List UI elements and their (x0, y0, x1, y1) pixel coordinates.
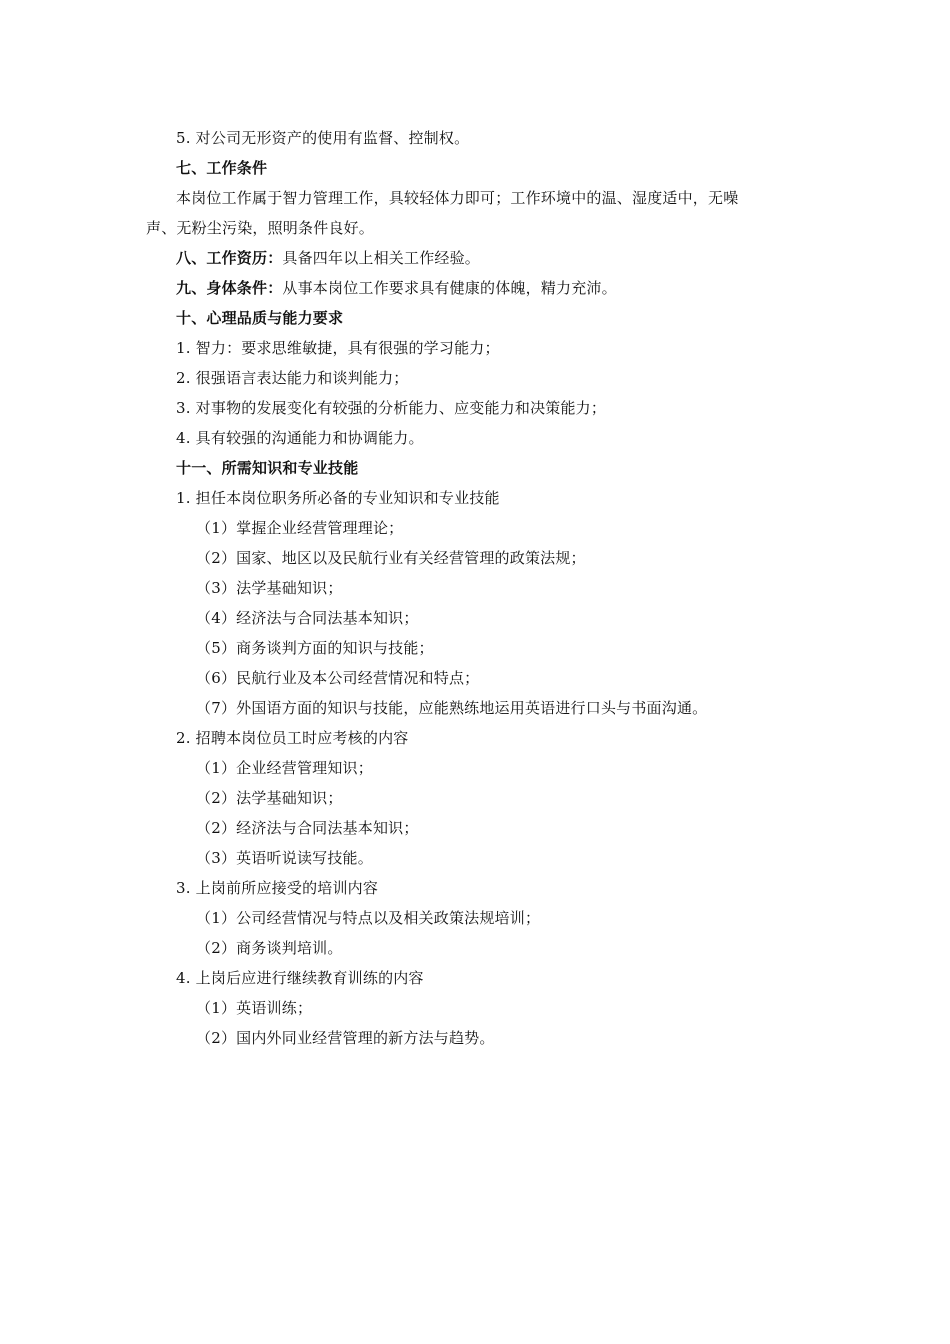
knowledge-group-2-heading: 2. 招聘本岗位员工时应考核的内容 (176, 729, 409, 747)
pre-job-training-item: （1）公司经营情况与特点以及相关政策法规培训； (196, 909, 541, 927)
continuing-education-item: （1）英语训练； (196, 999, 313, 1017)
ability-item-3: 3. 对事物的发展变化有较强的分析能力、应变能力和决策能力； (176, 399, 607, 417)
assessment-item: （3）英语听说读写技能。 (196, 849, 373, 867)
clause-5-intangible-assets: 5. 对公司无形资产的使用有监督、控制权。 (176, 129, 470, 147)
knowledge-item: （6）民航行业及本公司经营情况和特点； (196, 669, 480, 687)
assessment-item: （2）法学基础知识； (196, 789, 343, 807)
work-conditions-paragraph-line-2: 声、无粉尘污染，照明条件良好。 (146, 219, 375, 237)
assessment-item: （2）经济法与合同法基本知识； (196, 819, 419, 837)
knowledge-item: （1）掌握企业经营管理理论； (196, 519, 404, 537)
ability-item-4: 4. 具有较强的沟通能力和协调能力。 (176, 429, 424, 447)
section-heading-psychology-ability: 十、心理品质与能力要求 (176, 309, 344, 327)
work-experience-line (176, 248, 480, 268)
assessment-item: （1）企业经营管理知识； (196, 759, 373, 777)
continuing-education-item: （2）国内外同业经营管理的新方法与趋势。 (196, 1029, 495, 1047)
knowledge-item: （2）国家、地区以及民航行业有关经营管理的政策法规； (196, 549, 586, 567)
ability-item-2: 2. 很强语言表达能力和谈判能力； (176, 369, 409, 387)
knowledge-item: （7）外国语方面的知识与技能，应能熟练地运用英语进行口头与书面沟通。 (196, 699, 708, 717)
physical-conditions-text: 从事本岗位工作要求具有健康的体魄，精力充沛。 (282, 279, 617, 297)
ability-item-1: 1. 智力：要求思维敏捷，具有很强的学习能力； (176, 339, 500, 357)
knowledge-item: （3）法学基础知识； (196, 579, 343, 597)
knowledge-group-3-heading: 3. 上岗前所应接受的培训内容 (176, 879, 379, 897)
knowledge-item: （5）商务谈判方面的知识与技能； (196, 639, 434, 657)
physical-conditions-line (176, 278, 617, 298)
work-conditions-paragraph-line-1: 本岗位工作属于智力管理工作，具较轻体力即可；工作环境中的温、湿度适中，无噪 (176, 189, 739, 207)
knowledge-item: （4）经济法与合同法基本知识； (196, 609, 419, 627)
section-heading-work-conditions: 七、工作条件 (176, 159, 268, 177)
work-experience-label: 八、工作资历： (176, 249, 283, 267)
knowledge-group-1-heading: 1. 担任本岗位职务所必备的专业知识和专业技能 (176, 489, 500, 507)
pre-job-training-item: （2）商务谈判培训。 (196, 939, 343, 957)
work-experience-text: 具备四年以上相关工作经验。 (282, 249, 481, 267)
knowledge-group-4-heading: 4. 上岗后应进行继续教育训练的内容 (176, 969, 424, 987)
physical-conditions-label: 九、身体条件： (176, 279, 283, 297)
section-heading-knowledge-skills: 十一、所需知识和专业技能 (176, 459, 359, 477)
